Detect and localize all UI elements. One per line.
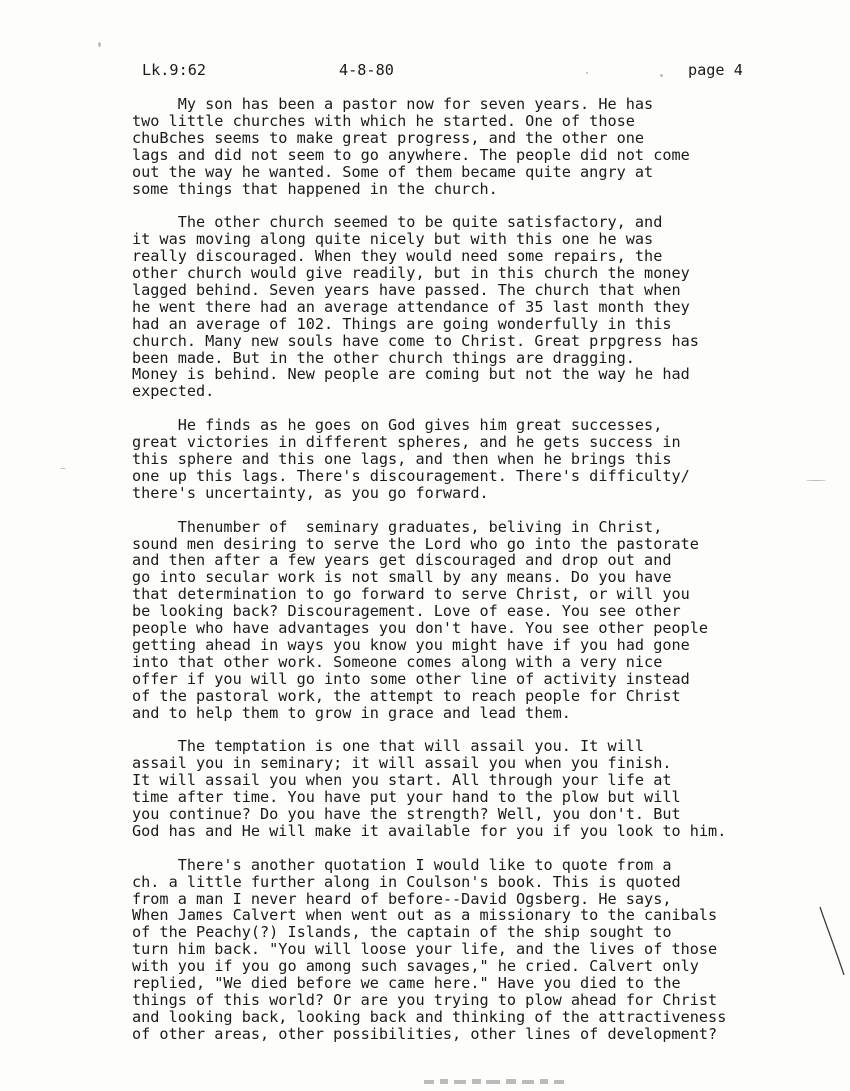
text-line: expected. [132,382,215,401]
text-line: Money is behind. New people are coming but not the way he had [132,365,690,384]
scan-speck [806,480,826,481]
text-line: great victories in different spheres, and he gets success in [132,433,681,452]
text-line: turn him back. "You will loose your life, and the lives of those [132,940,718,959]
text-line: The other church seemed to be quite satisfactory, and [132,213,663,232]
paragraph [132,519,782,722]
paragraph [132,96,782,197]
text-line: chuBches seems to make great progress, and the other one [132,128,645,147]
scan-speck [586,72,588,74]
text-line: The temptation is one that will assail you. It will [132,737,645,756]
scan-speck [60,468,66,469]
text-line: It will assail you when you start. All through your life at [132,771,672,790]
text-line: had an average of 102. Things are going wonderfully in this [132,314,672,333]
text-line: sound men desiring to serve the Lord who go into the pastorate [132,534,699,553]
scan-speck [660,74,663,77]
text-line: people who have advantages you don't have. You see other people [132,619,709,638]
text-line: and then after a few years get discouraged and drop out and [132,551,672,570]
text-line: one up this lags. There's discouragement. There's difficulty/ [132,466,690,485]
text-line: assail you in seminary; it will assail you when you finish. [132,754,672,773]
text-line: been made. But in the other church things are dragging. [132,348,635,367]
text-line: He finds as he goes on God gives him great successes, [132,416,663,435]
scripture-reference: Lk.9:62 [142,61,207,79]
text-line: and looking back, looking back and thinking of the attractiveness [132,1007,727,1026]
text-line: two little churches with which he started. One of those [132,111,635,130]
text-line: it was moving along quite nicely but with this one he was [132,230,654,249]
text-line: Thenumber of seminary graduates, beliving in Christ, [132,517,663,536]
paragraph [132,214,782,400]
sermon-date: 4-8-80 [339,61,394,79]
text-line: offer if you will go into some other line of activity instead [132,669,690,688]
text-line: of other areas, other possibilities, other lines of development? [132,1024,718,1043]
text-line: some things that happened in the church. [132,179,498,198]
text-line: ch. a little further along in Coulson's book. This is quoted [132,872,681,891]
text-line: other church would give readily, but in this church the money [132,264,690,283]
paragraph [132,738,782,839]
text-line: time after time. You have put your hand to the plow but will [132,788,681,807]
text-line: really discouraged. When they would need some repairs, the [132,247,663,266]
text-line: church. Many new souls have come to Christ. Great prpgress has [132,331,699,350]
text-line: that determination to go forward to serve Christ, or will you [132,585,690,604]
text-line: lags and did not seem to go anywhere. The people did not come [132,145,690,164]
bottom-scan-smudge [420,1077,580,1087]
text-line: There's another quotation I would like to quote from a [132,855,672,874]
text-line: My son has been a pastor now for seven years. He has [132,95,654,113]
text-line: be looking back? Discouragement. Love of ease. You see other [132,602,681,621]
text-line: from a man I never heard of before--David Ogsberg. He says, [132,889,672,908]
text-line: getting ahead in ways you know you might have if you had gone [132,635,690,654]
text-line: When James Calvert when went out as a missionary to the canibals [132,906,718,925]
text-line: he went there had an average attendance of 35 last month they [132,297,690,316]
text-line: you continue? Do you have the strength? Well, you don't. But [132,805,681,823]
text-line: there's uncertainty, as you go forward. [132,483,489,502]
scan-speck [98,42,101,47]
text-line: out the way he wanted. Some of them became quite angry at [132,162,654,181]
text-line: lagged behind. Seven years have passed. The church that when [132,280,681,299]
paragraph [132,857,782,1043]
paragraph [132,417,782,502]
body-text [132,96,782,1060]
text-line: with you if you go among such savages," he cried. Calvert only [132,957,699,976]
text-line: this sphere and this one lags, and then when he brings this [132,450,672,468]
text-line: into that other work. Someone comes along with a very nice [132,652,663,671]
page-header [142,62,762,80]
text-line: replied, "We died before we came here." Have you died to the [132,974,681,993]
text-line: of the Peachy(?) Islands, the captain of the ship sought to [132,923,672,942]
text-line: things of this world? Or are you trying to plow ahead for Christ [132,990,718,1009]
text-line: and to help them to grow in grace and lead them. [132,703,571,722]
page-number: page 4 [688,61,743,79]
text-line: of the pastoral work, the attempt to reach people for Christ [132,686,681,705]
margin-pen-mark [818,905,848,977]
text-line: God has and He will make it available for you if you look to him. [132,821,727,840]
text-line: go into secular work is not small by any means. Do you have [132,568,672,587]
